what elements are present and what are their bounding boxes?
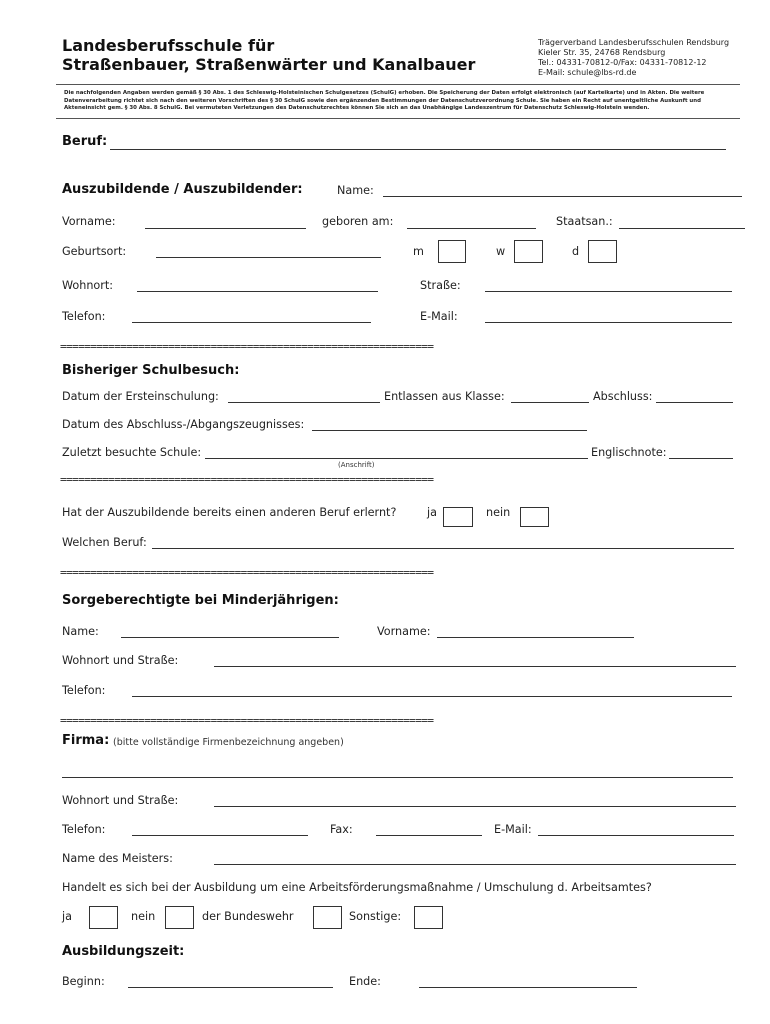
massnahme-nein-label: nein [131, 910, 156, 923]
englisch-label: Englischnote: [591, 446, 667, 459]
englisch-field[interactable] [669, 458, 733, 459]
meister-field[interactable] [214, 864, 736, 865]
massnahme-ja-label: ja [62, 910, 72, 923]
header-divider [56, 84, 740, 85]
firma-telefon-field[interactable] [132, 835, 308, 836]
zeit-heading: Ausbildungszeit: [62, 944, 185, 959]
separator-2: ============================================================== [60, 473, 434, 486]
einschulung-label: Datum der Ersteinschulung: [62, 390, 219, 403]
gender-m-checkbox[interactable] [438, 240, 466, 263]
vorberuf-question: Hat der Auszubildende bereits einen anderen Beruf erlernt? [62, 506, 397, 519]
azubi-telefon-label: Telefon: [62, 310, 106, 323]
beruf-field[interactable] [110, 149, 726, 150]
firma-email-label: E-Mail: [494, 823, 532, 836]
vorberuf-ja-checkbox[interactable] [443, 507, 473, 527]
firma-wohnort-field[interactable] [214, 806, 736, 807]
school-title-line1: Landesberufsschule für [62, 36, 275, 55]
bundeswehr-label: der Bundeswehr [202, 910, 294, 923]
address-line-2: Kieler Str. 35, 24768 Rendsburg [538, 48, 666, 57]
massnahme-question: Handelt es sich bei der Ausbildung um eine Arbeitsförderungsmaßnahme / Umschulung d. Arbeitsamtes? [62, 881, 652, 894]
azubi-vorname-label: Vorname: [62, 215, 116, 228]
beginn-label: Beginn: [62, 975, 105, 988]
sorge-wohnort-field[interactable] [214, 666, 736, 667]
azubi-wohnort-label: Wohnort: [62, 279, 114, 292]
beginn-field[interactable] [128, 987, 333, 988]
firma-hint: (bitte vollständige Firmenbezeichnung angeben) [113, 737, 344, 748]
zeugnis-label: Datum des Abschluss-/Abgangszeugnisses: [62, 418, 305, 431]
sonstige-checkbox[interactable] [414, 906, 443, 929]
beruf-label: Beruf: [62, 134, 108, 149]
gender-w-label: w [496, 245, 506, 258]
firma-name-field[interactable] [62, 777, 733, 778]
sorge-name-label: Name: [62, 625, 99, 638]
azubi-email-field[interactable] [485, 322, 732, 323]
azubi-name-label: Name: [337, 184, 374, 197]
azubi-heading: Auszubildende / Auszubildender: [62, 182, 303, 197]
address-line-1: Trägerverband Landesberufsschulen Rendsburg [538, 38, 730, 47]
massnahme-ja-checkbox[interactable] [89, 906, 118, 929]
firma-fax-label: Fax: [330, 823, 353, 836]
abschluss-field[interactable] [656, 402, 733, 403]
azubi-staatsan-field[interactable] [619, 228, 745, 229]
azubi-email-label: E-Mail: [420, 310, 458, 323]
azubi-geboren-label: geboren am: [322, 215, 394, 228]
gender-w-checkbox[interactable] [514, 240, 543, 263]
azubi-wohnort-field[interactable] [137, 291, 378, 292]
entlassen-field[interactable] [511, 402, 589, 403]
firma-wohnort-label: Wohnort und Straße: [62, 794, 179, 807]
azubi-geburtsort-field[interactable] [156, 257, 381, 258]
zuletzt-field[interactable] [205, 458, 588, 459]
einschulung-field[interactable] [228, 402, 380, 403]
azubi-strasse-label: Straße: [420, 279, 461, 292]
meister-label: Name des Meisters: [62, 852, 173, 865]
firma-telefon-label: Telefon: [62, 823, 106, 836]
firma-heading: Firma: [62, 733, 110, 748]
separator-1: ============================================================== [60, 340, 434, 353]
azubi-strasse-field[interactable] [485, 291, 732, 292]
address-line-3: Tel.: 04331-70812-0/Fax: 04331-70812-12 [538, 58, 707, 67]
sorge-telefon-label: Telefon: [62, 684, 106, 697]
sonstige-label: Sonstige: [349, 910, 402, 923]
sorge-vorname-label: Vorname: [377, 625, 431, 638]
sorge-name-field[interactable] [121, 637, 339, 638]
azubi-telefon-field[interactable] [132, 322, 371, 323]
separator-3: ============================================================== [60, 566, 434, 579]
massnahme-nein-checkbox[interactable] [165, 906, 194, 929]
welcher-beruf-field[interactable] [152, 548, 734, 549]
zeugnis-field[interactable] [312, 430, 587, 431]
privacy-divider [56, 118, 740, 119]
schule-heading: Bisheriger Schulbesuch: [62, 363, 240, 378]
firma-fax-field[interactable] [376, 835, 482, 836]
vorberuf-nein-label: nein [486, 506, 511, 519]
separator-4: ============================================================== [60, 714, 434, 727]
gender-d-label: d [572, 245, 580, 258]
ende-label: Ende: [349, 975, 381, 988]
abschluss-label: Abschluss: [593, 390, 653, 403]
azubi-name-field[interactable] [383, 196, 742, 197]
azubi-staatsan-label: Staatsan.: [556, 215, 613, 228]
entlassen-label: Entlassen aus Klasse: [384, 390, 505, 403]
address-line-4: E-Mail: schule@lbs-rd.de [538, 68, 637, 77]
azubi-geboren-field[interactable] [407, 228, 536, 229]
azubi-vorname-field[interactable] [145, 228, 306, 229]
bundeswehr-checkbox[interactable] [313, 906, 342, 929]
sorge-heading: Sorgeberechtigte bei Minderjährigen: [62, 593, 339, 608]
anschrift-hint: (Anschrift) [338, 461, 375, 469]
sorge-vorname-field[interactable] [437, 637, 634, 638]
zuletzt-label: Zuletzt besuchte Schule: [62, 446, 202, 459]
gender-d-checkbox[interactable] [588, 240, 617, 263]
welcher-beruf-label: Welchen Beruf: [62, 536, 147, 549]
firma-email-field[interactable] [538, 835, 734, 836]
gender-m-label: m [413, 245, 424, 258]
sorge-telefon-field[interactable] [132, 696, 732, 697]
azubi-geburtsort-label: Geburtsort: [62, 245, 127, 258]
ende-field[interactable] [419, 987, 637, 988]
sorge-wohnort-label: Wohnort und Straße: [62, 654, 179, 667]
privacy-notice: Die nachfolgenden Angaben werden gemäß § 30 Abs. 1 des Schleswig-Holsteinischen Schulgesetzes (SchulG) erhoben. Die Speicherung der Daten erfolgt elektronisch (auf Karteikarte) und in Akten. Die weitere Datenverarbeitung richtet sich nach den weiteren Vorschriften des § 30 SchulG sowie den ergänzenden Bestimmungen der Datenschutzverordnung Schule. Sie haben ein Recht auf unentgeltliche Auskunft und Akteneinsicht gem. § 30 Abs. 8 SchulG. Bei vermuteten Verletzungen des Datenschutzrechtes können Sie sich an das Unabhängige Landeszentrum für Datenschutz Schleswig-Holstein wenden. [64, 90, 705, 111]
vorberuf-nein-checkbox[interactable] [520, 507, 549, 527]
school-title-line2: Straßenbauer, Straßenwärter und Kanalbauer [62, 55, 476, 74]
vorberuf-ja-label: ja [427, 506, 437, 519]
